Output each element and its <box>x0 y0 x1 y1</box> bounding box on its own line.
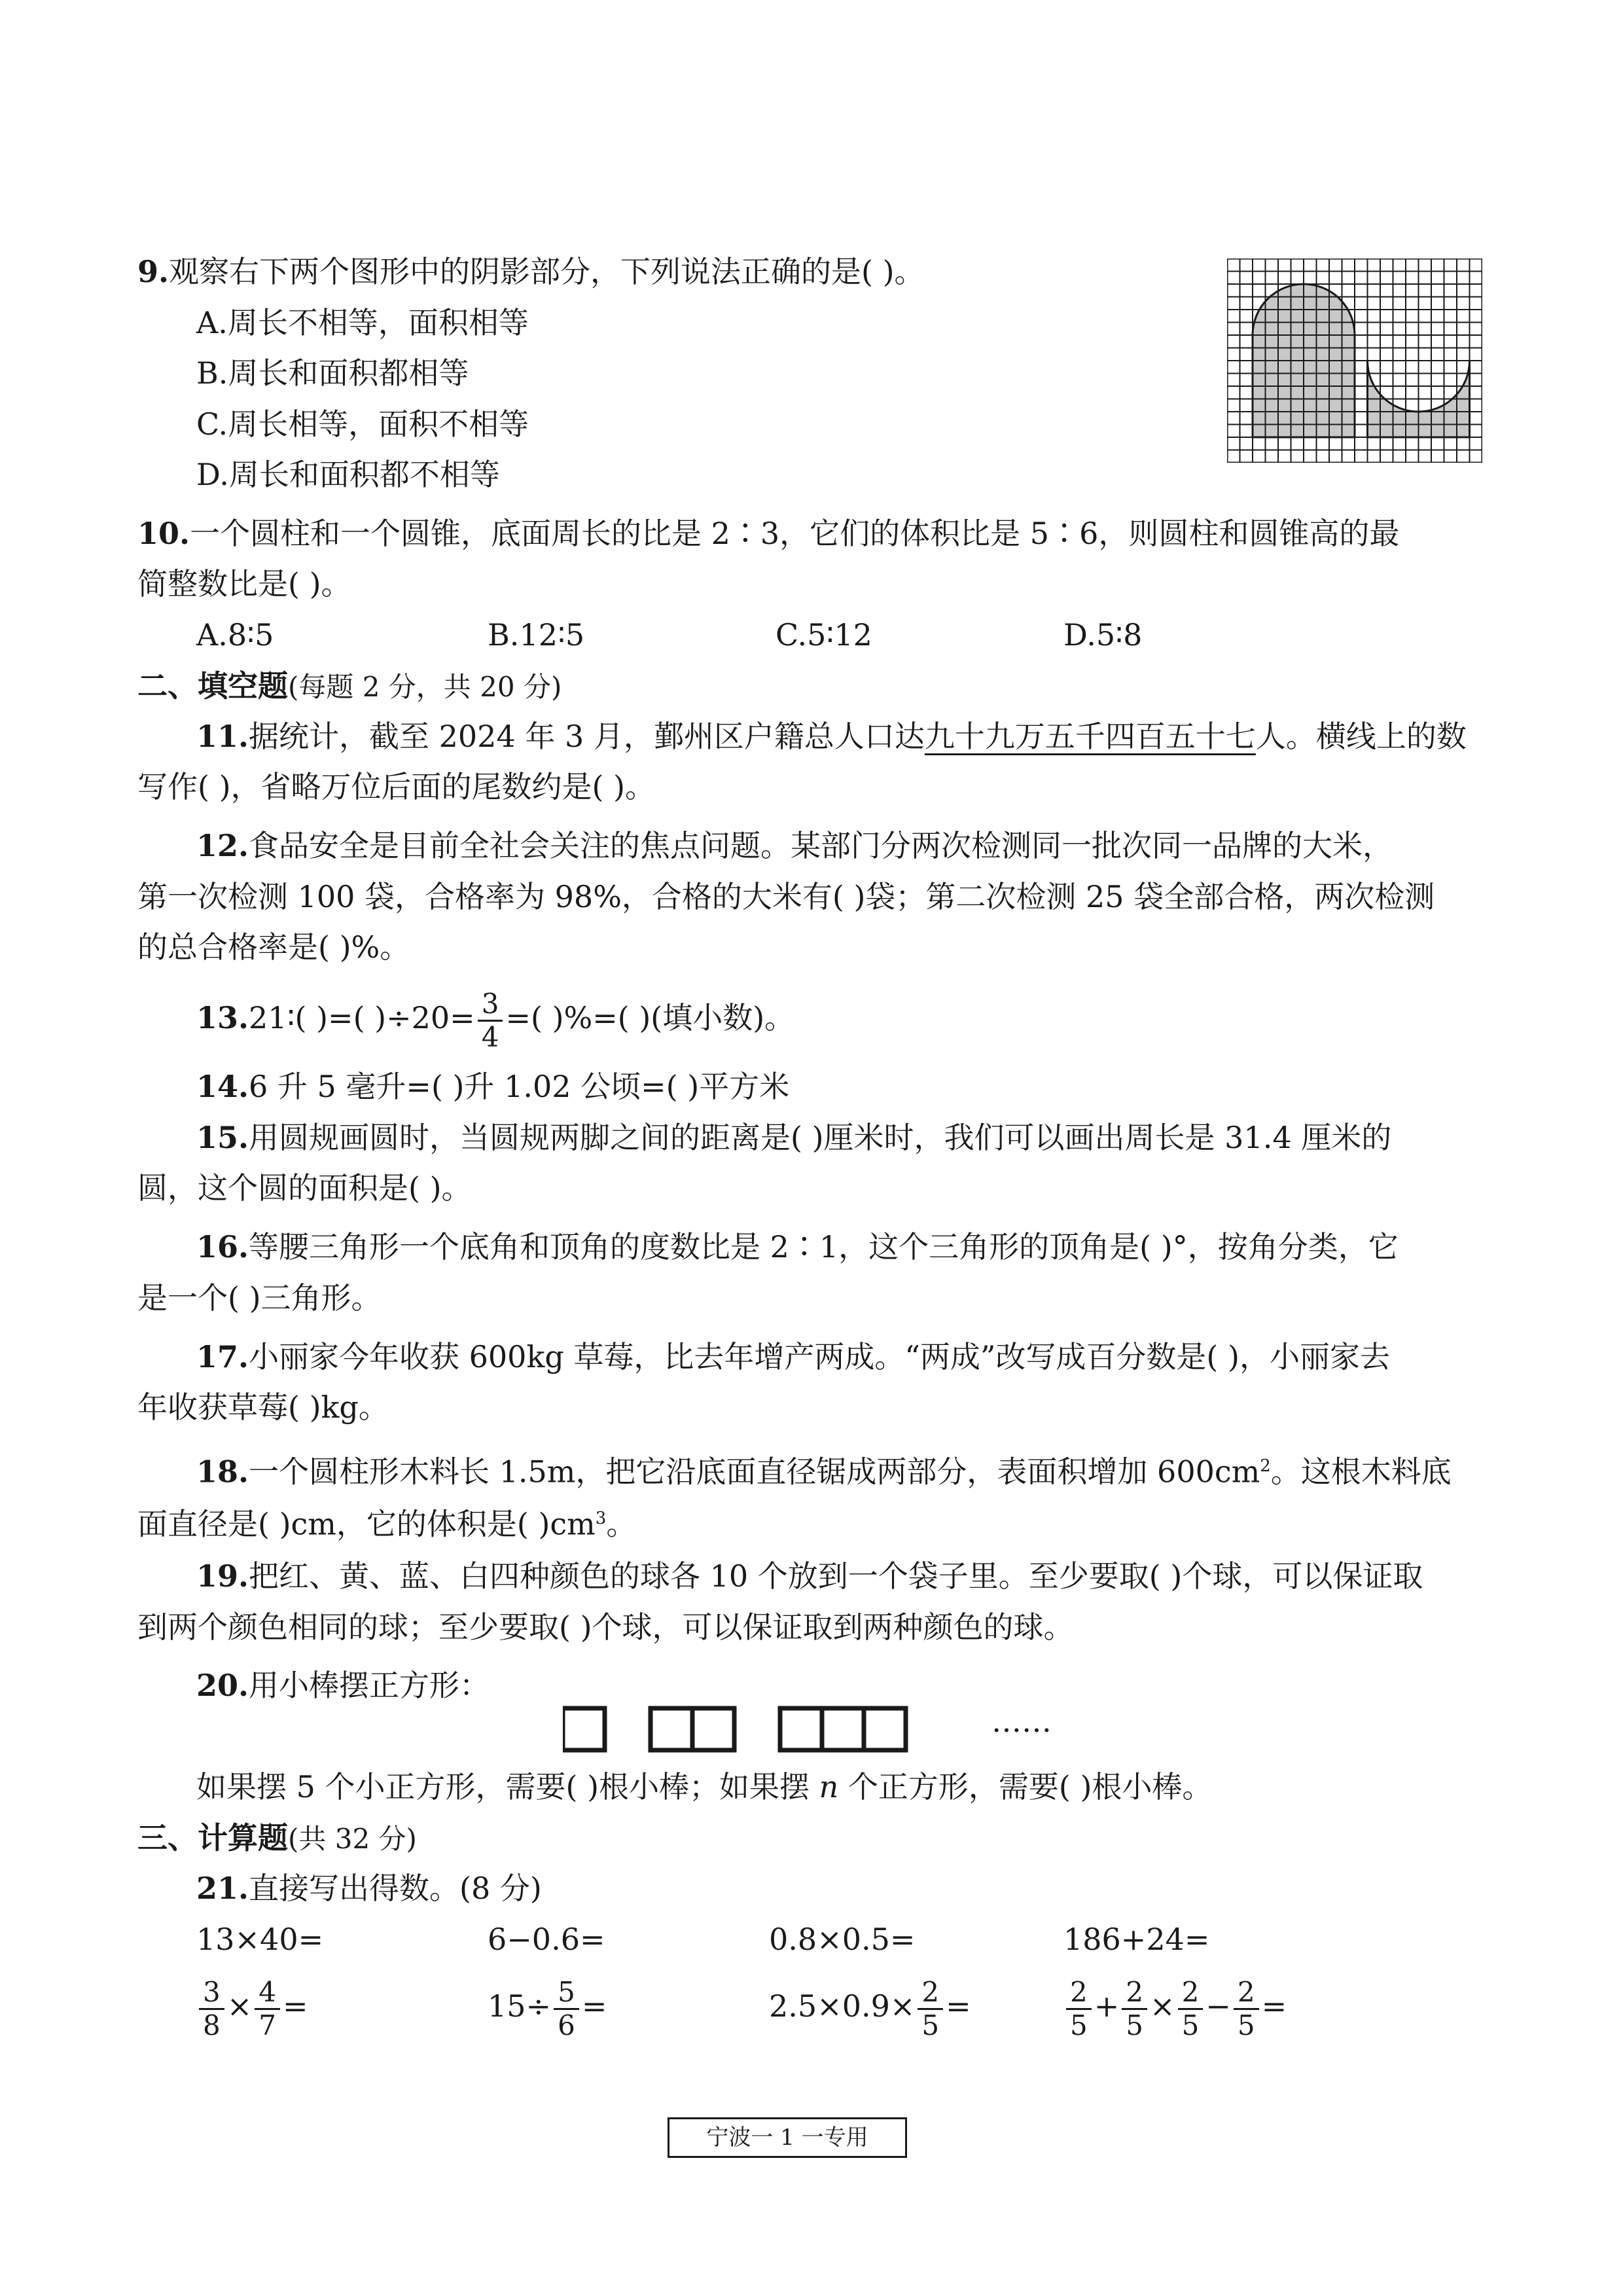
question-text: 一个圆柱和一个圆锥，底面周长的比是 2∶3，它们的体积比是 5∶6，则圆柱和圆锥高的最 <box>190 516 1400 551</box>
question-number: 19. <box>196 1558 249 1594</box>
question-13 <box>196 985 1479 1053</box>
operator: + <box>1094 1988 1120 2024</box>
numerator: 4 <box>255 1977 280 2010</box>
section-title: 二、填空题 <box>137 668 288 704</box>
fraction <box>554 1977 579 2041</box>
denominator: 5 <box>1070 2009 1088 2041</box>
numerator: 2 <box>1178 1977 1204 2010</box>
calc-item-fraction-c <box>769 1970 971 2042</box>
question-text: 用小棒摆正方形： <box>249 1668 490 1703</box>
question-text: 6 升 5 毫升=( )升 1.02 公顷=( )平方米 <box>249 1069 790 1104</box>
fraction <box>199 1977 224 2041</box>
numerator: 5 <box>554 1977 579 2010</box>
numerator: 2 <box>1122 1977 1147 2010</box>
question-text: 直接写出得数。(8 分) <box>249 1871 542 1906</box>
question-text-end: 个正方形，需要( )根小棒。 <box>838 1769 1213 1804</box>
fraction <box>1178 1977 1204 2041</box>
equals: = <box>283 1988 308 2024</box>
question-text: 21∶( )=( )÷20= <box>249 1000 475 1035</box>
question-number: 11. <box>196 719 249 754</box>
question-number: 12. <box>196 828 249 863</box>
denominator: 8 <box>203 2009 221 2041</box>
operator: × <box>1150 1988 1175 2024</box>
question-17-line2: 年收获草莓( )kg。 <box>137 1390 389 1425</box>
question-text: 小丽家今年收获 600kg 草莓，比去年增产两成。“两成”改写成百分数是( )，小丽家去 <box>249 1339 1390 1374</box>
question-text: 把红、黄、蓝、白四种颜色的球各 10 个放到一个袋子里。至少要取( )个球，可以保证取 <box>249 1558 1423 1594</box>
question-text: 观察右下两个图形中的阴影部分，下列说法正确的是( )。 <box>169 254 925 289</box>
numerator: 2 <box>918 1977 943 2010</box>
option-c: C.5∶12 <box>776 617 872 653</box>
matchstick-squares <box>563 1695 1034 1767</box>
numerator: 2 <box>1234 1977 1259 2010</box>
calc-item: 6−0.6= <box>488 1922 605 1957</box>
question-18-line2 <box>137 1499 1479 1543</box>
section-title: 三、计算题 <box>137 1820 288 1856</box>
question-text: 一个圆柱形木料长 1.5m，把它沿底面直径锯成两部分，表面积增加 600cm <box>249 1454 1260 1490</box>
superscript: 3 <box>595 1509 607 1528</box>
expression: 15÷ <box>488 1988 552 2024</box>
denominator: 5 <box>1126 2009 1144 2041</box>
denominator: 7 <box>259 2009 277 2041</box>
calc-item: 13×40= <box>196 1922 324 1957</box>
question-text: 用圆规画圆时，当圆规两脚之间的距离是( )厘米时，我们可以画出周长是 31.4 厘米的 <box>249 1120 1392 1155</box>
question-text: 食品安全是目前全社会关注的焦点问题。某部门分两次检测同一批次同一品牌的大米， <box>249 828 1393 863</box>
equals: = <box>946 1988 971 2024</box>
question-12 <box>196 826 1479 865</box>
equals: = <box>581 1988 607 2024</box>
question-text-end: 。这根木料底 <box>1270 1454 1452 1490</box>
option-d: D.周长和面积都不相等 <box>196 457 500 492</box>
question-15-line2: 圆，这个圆的面积是( )。 <box>137 1170 472 1206</box>
fraction <box>255 1977 280 2041</box>
option-a: A.周长不相等，面积相等 <box>196 305 529 340</box>
denominator: 5 <box>1237 2009 1255 2041</box>
question-10-line2: 简整数比是( )。 <box>137 566 351 601</box>
variable-n: n <box>819 1769 839 1804</box>
calc-item-fraction-b <box>488 1970 607 2042</box>
equals: = <box>1261 1988 1287 2024</box>
fraction <box>1066 1977 1092 2041</box>
question-12-line2: 第一次检测 100 袋，合格率为 98%，合格的大米有( )袋；第二次检测 25 袋全部合格，两次检测 <box>137 879 1435 914</box>
question-number: 20. <box>196 1668 249 1703</box>
question-text: 如果摆 5 个小正方形，需要( )根小棒；如果摆 <box>196 1769 819 1804</box>
question-text-end: =( )%=( )(填小数)。 <box>505 1000 795 1035</box>
calc-item: 0.8×0.5= <box>769 1922 916 1957</box>
question-10 <box>137 514 1479 553</box>
question-text-end: 。 <box>606 1506 637 1542</box>
question-20-line2 <box>196 1767 1479 1806</box>
question-number: 9. <box>137 254 169 289</box>
fraction <box>1122 1977 1147 2041</box>
option-d: D.5∶8 <box>1063 617 1143 653</box>
calc-item: 186+24= <box>1063 1922 1210 1957</box>
section-calculation <box>137 1818 1479 1859</box>
question-11-line2: 写作( )，省略万位后面的尾数约是( )。 <box>137 769 656 804</box>
question-16 <box>196 1227 1479 1266</box>
question-text: 面直径是( )cm，它的体积是( )cm <box>137 1506 596 1542</box>
page-footer: 宁波一 1 一专用 <box>668 2117 907 2158</box>
fraction <box>918 1977 943 2041</box>
denominator: 6 <box>558 2009 575 2041</box>
question-number: 13. <box>196 1000 249 1035</box>
question-number: 21. <box>196 1871 249 1906</box>
underlined-number: 九十九万五千四百五十七 <box>924 719 1256 754</box>
option-b: B.12∶5 <box>488 617 585 653</box>
expression: 2.5×0.9× <box>769 1988 916 2024</box>
denominator: 4 <box>481 1020 499 1053</box>
question-text: 等腰三角形一个底角和顶角的度数比是 2∶1，这个三角形的顶角是( )°，按角分类，它 <box>249 1229 1399 1265</box>
question-15 <box>196 1118 1479 1157</box>
question-number: 16. <box>196 1229 249 1265</box>
question-number: 10. <box>137 516 190 551</box>
question-11 <box>196 717 1479 756</box>
section-subtitle: (共 32 分) <box>288 1823 417 1855</box>
fraction <box>1234 1977 1259 2041</box>
question-14 <box>196 1067 1479 1106</box>
question-number: 18. <box>196 1454 249 1490</box>
section-subtitle: (每题 2 分，共 20 分) <box>288 671 562 703</box>
numerator: 3 <box>199 1977 224 2010</box>
question-text-end: 人。横线上的数 <box>1255 719 1467 754</box>
calc-item-fraction-d <box>1063 1970 1287 2042</box>
superscript: 2 <box>1260 1456 1271 1476</box>
question-text: 据统计，截至 2024 年 3 月，鄞州区户籍总人口达 <box>249 719 925 754</box>
question-21 <box>196 1869 1479 1908</box>
question-19-line2: 到两个颜色相同的球；至少要取( )个球，可以保证取到两种颜色的球。 <box>137 1609 1074 1645</box>
operator: − <box>1205 1988 1231 2024</box>
fraction <box>478 988 503 1053</box>
option-b: B.周长和面积都相等 <box>196 355 469 391</box>
option-c: C.周长相等，面积不相等 <box>196 406 529 442</box>
numerator: 2 <box>1066 1977 1092 2010</box>
question-17 <box>196 1337 1479 1376</box>
question-12-line3: 的总合格率是( )%。 <box>137 929 410 965</box>
denominator: 5 <box>1181 2009 1200 2041</box>
operator: × <box>226 1988 253 2024</box>
question-18 <box>196 1446 1479 1491</box>
question-19 <box>196 1556 1479 1596</box>
calc-item-fraction-a <box>196 1970 308 2042</box>
denominator: 5 <box>921 2009 940 2041</box>
shaded-figures-grid <box>1227 259 1482 463</box>
question-16-line2: 是一个( )三角形。 <box>137 1280 382 1316</box>
numerator: 3 <box>478 988 503 1022</box>
option-a: A.8∶5 <box>196 617 274 653</box>
question-number: 15. <box>196 1120 249 1155</box>
ellipsis: …… <box>991 1704 1052 1739</box>
question-number: 14. <box>196 1069 249 1104</box>
question-number: 17. <box>196 1339 249 1374</box>
section-fill-in <box>137 666 1479 707</box>
